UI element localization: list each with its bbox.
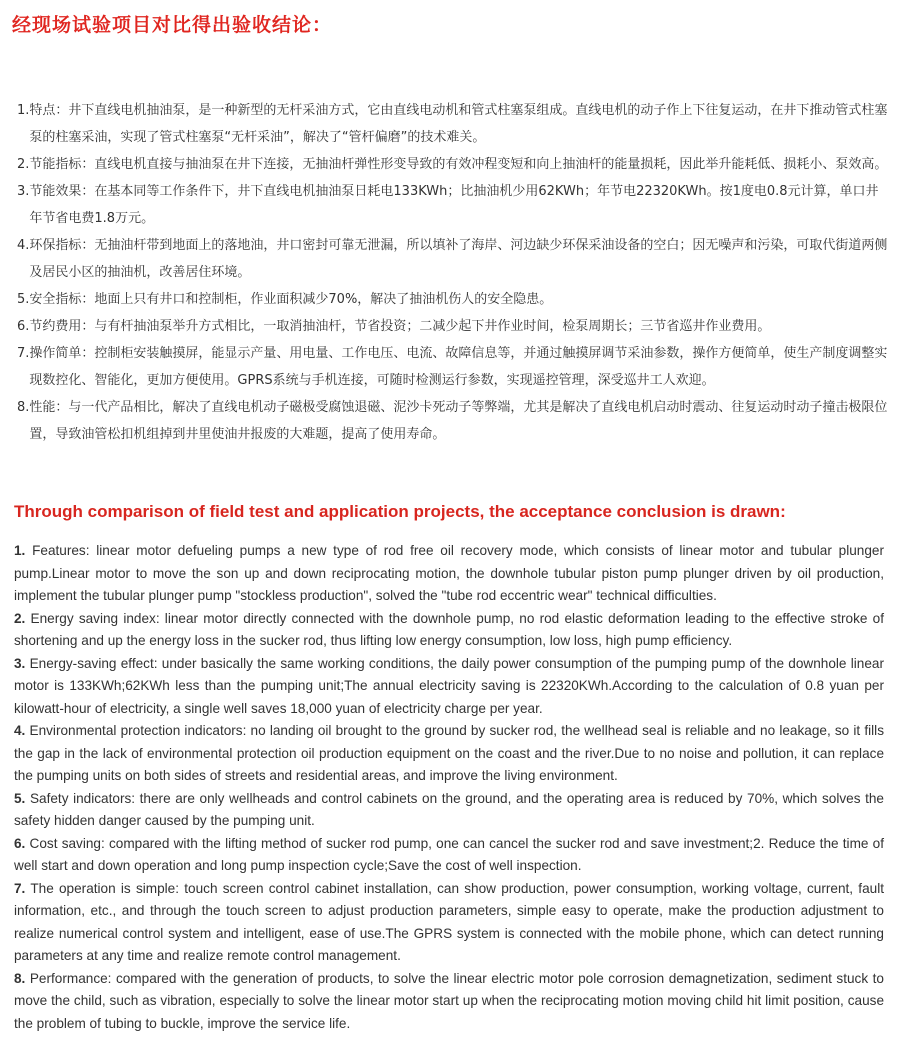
item-text: Performance: compared with the generation of products, to solve the linear electric motor pole corrosion demagnetization, sediment stuck to move the child, such as vibration, especially to solve the linear motor start up when the reciprocating motion moving child hit limit position, cause the problem of tubing to buckle, improve the service life. (14, 970, 884, 1031)
cn-list-item (17, 340, 889, 394)
item-number: 8. (17, 400, 30, 415)
item-number: 3. (14, 655, 26, 671)
cn-list-item (17, 178, 889, 232)
item-text: 环保指标：无抽油杆带到地面上的落地油，井口密封可靠无泄漏，所以填补了海岸、河边缺少环保采油设备的空白；因无噪声和污染，可取代街道两侧及居民小区的抽油机，改善居住环境。 (29, 238, 888, 280)
item-text: Cost saving: compared with the lifting method of sucker rod pump, one can cancel the sucker rod and save investment;2. Reduce the time of well start and down operation and long pump inspection cycle;Save the cost of well inspection. (14, 835, 884, 873)
item-number: 2. (17, 157, 30, 172)
cn-list-item (17, 151, 889, 178)
item-number: 6. (14, 835, 26, 851)
item-number: 5. (17, 292, 30, 307)
item-text: Safety indicators: there are only wellheads and control cabinets on the ground, and the operating area is reduced by 70%, which solves the safety hidden danger caused by the pumping unit. (14, 790, 884, 828)
item-number: 4. (17, 238, 30, 253)
item-number: 1. (17, 103, 30, 118)
en-list-item (14, 833, 884, 878)
item-number: 4. (14, 723, 26, 738)
cn-conclusion-list (17, 97, 889, 448)
item-number: 1. (14, 543, 26, 558)
item-text: 节约费用：与有杆抽油泵举升方式相比，一取消抽油杆，节省投资；二减少起下井作业时间，检泵周期长；三节省巡井作业费用。 (29, 319, 771, 334)
en-list-item (14, 788, 884, 833)
item-text: 操作简单：控制柜安装触摸屏，能显示产量、用电量、工作电压、电流、故障信息等，并通过触摸屏调节采油参数，操作方便简单，使生产制度调整实现数控化、智能化，更加方便使用。GPRS系统与手机连接，可随时检测运行参数，实现遥控管理，深受巡井工人欢迎。 (29, 346, 888, 388)
item-text: Energy saving index: linear motor directly connected with the downhole pump, no rod elastic deformation leading to the effective stroke of shortening and up the energy loss in the sucker rod, thus lifting low energy consumption, low loss, high pump efficiency. (14, 610, 884, 648)
en-section-title: Through comparison of field test and application projects, the acceptance conclusion is drawn: (14, 502, 786, 521)
en-list-item (14, 608, 884, 653)
item-text: 节能指标：直线电机直接与抽油泵在井下连接，无抽油杆弹性形变导致的有效冲程变短和向上抽油杆的能量损耗，因此举升能耗低、损耗小、泵效高。 (29, 157, 888, 172)
item-text: Features: linear motor defueling pumps a new type of rod free oil recovery mode, which consists of linear motor and tubular plunger pump.Linear motor to move the son up and down reciprocating motion, the downhole tubular piston pump plunger driven by oil production, implement the tubular plunger pump "stockless production", solved the "tube rod eccentric wear" technical difficulties. (14, 543, 884, 603)
item-text: Energy-saving effect: under basically the same working conditions, the daily power consumption of the pumping pump of the downhole linear motor is 133KWh;62KWh less than the pumping unit;The annual electricity saving is 22320KWh.According to the calculation of 0.8 yuan per kilowatt-hour of electricity, a single well saves 18,000 yuan of electricity charge per year. (14, 655, 884, 716)
item-text: 节能效果：在基本同等工作条件下，井下直线电机抽油泵日耗电133KWh；比抽油机少用62KWh；年节电22320KWh。按1度电0.8元计算，单口井年节省电费1.8万元。 (29, 184, 879, 226)
item-text: 性能：与一代产品相比，解决了直线电机动子磁极受腐蚀退磁、泥沙卡死动子等弊端，尤其是解决了直线电机启动时震动、往复运动时动子撞击极限位置，导致油管松扣机组掉到井里使油井报废的大难题，提高了使用寿命。 (29, 400, 888, 442)
en-conclusion-list (14, 540, 884, 1035)
item-number: 3. (17, 184, 30, 199)
item-number: 2. (14, 610, 26, 626)
en-list-item (14, 653, 884, 721)
cn-list-item (17, 232, 889, 286)
cn-list-item (17, 394, 889, 448)
cn-section-title: 经现场试验项目对比得出验收结论： (12, 14, 333, 36)
cn-list-item (17, 97, 889, 151)
item-text: Environmental protection indicators: no landing oil brought to the ground by sucker rod, the wellhead seal is reliable and no leakage, so it fills the gap in the lack of environmental protection oil production equipment on the coast and the river.Due to no noise and pollution, it can replace the pumping units on both sides of streets and residential areas, and improve the living environment. (14, 723, 884, 783)
item-text: 特点：井下直线电机抽油泵，是一种新型的无杆采油方式，它由直线电动机和管式柱塞泵组成。直线电机的动子作上下往复运动，在井下推动管式柱塞泵的柱塞采油，实现了管式柱塞泵“无杆采油”，解决了“管杆偏磨”的技术难关。 (29, 103, 888, 145)
cn-list-item (17, 313, 889, 340)
en-list-item (14, 968, 884, 1036)
item-number: 7. (17, 346, 30, 361)
en-list-item (14, 540, 884, 608)
item-number: 6. (17, 319, 30, 334)
item-number: 7. (14, 880, 26, 896)
item-text: The operation is simple: touch screen control cabinet installation, can show production, power consumption, working voltage, current, fault information, etc., and through the touch screen to adjust production parameters, simple easy to operate, make the production adjustment to realize numerical control system and intelligent, ease of use.The GPRS system is connected with the mobile phone, which can detect running parameters at any time and realize remote control management. (14, 880, 884, 963)
en-list-item (14, 878, 884, 968)
item-number: 5. (14, 790, 26, 806)
item-number: 8. (14, 970, 26, 986)
cn-list-item (17, 286, 889, 313)
item-text: 安全指标：地面上只有井口和控制柜，作业面积减少70%，解决了抽油机伤人的安全隐患。 (29, 292, 553, 307)
en-list-item (14, 720, 884, 788)
